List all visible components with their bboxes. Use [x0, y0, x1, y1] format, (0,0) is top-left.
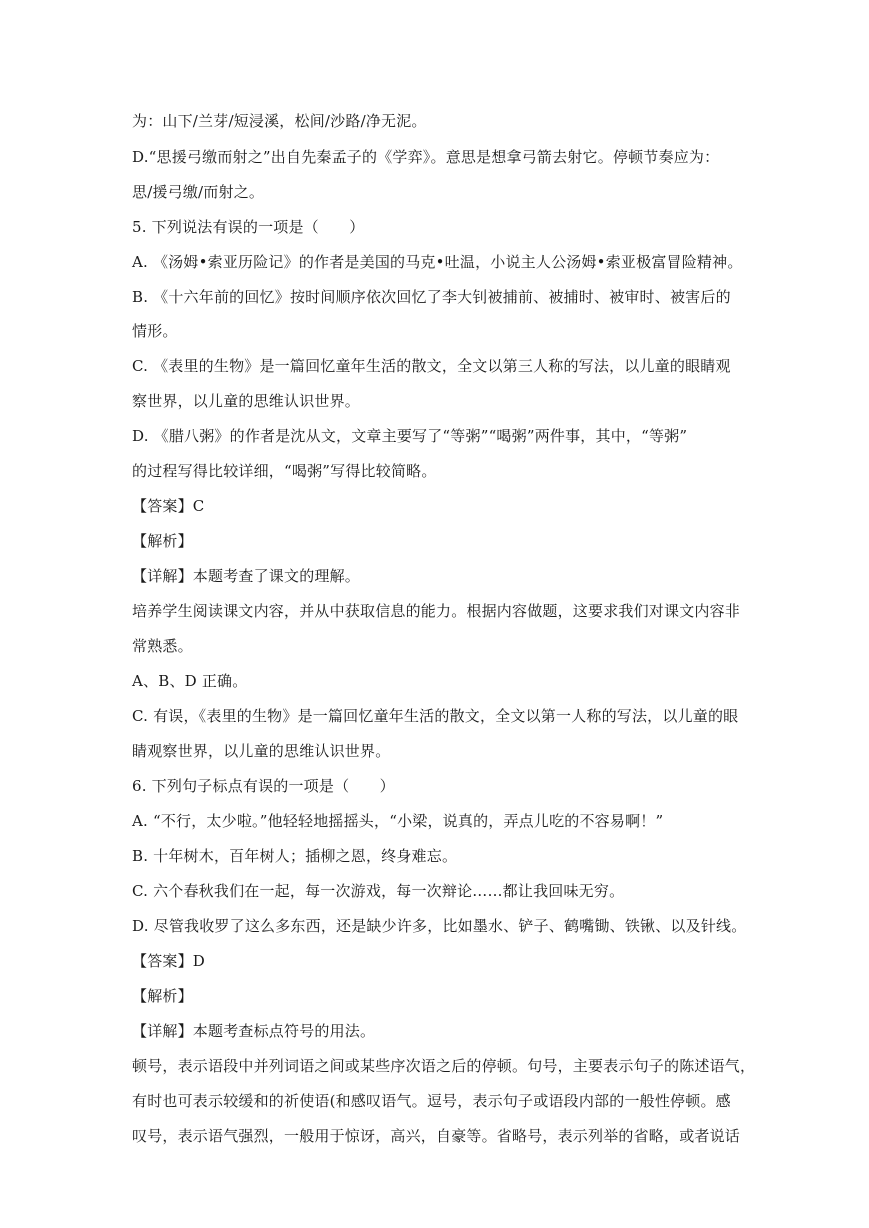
text-line: D.“思援弓缴而射之”出自先秦孟子的《学弈》。意思是想拿弓箭去射它。停顿节奏应为： [132, 148, 720, 166]
question-6-option-b: B. 十年树木，百年树人；插柳之恩，终身难忘。 [132, 847, 458, 865]
answer-label: 【答案】C [132, 497, 205, 515]
question-5-option-c: C. 《表里的生物》是一篇回忆童年生活的散文，全文以第三人称的写法，以儿童的眼睛观 [132, 357, 731, 375]
question-5-option-b: B. 《十六年前的回忆》按时间顺序依次回忆了李大钊被捕前、被捕时、被审时、被害后的 [132, 288, 731, 306]
explanation-label: 【详解】本题考查了课文的理解。 [132, 567, 361, 585]
text-line: 培养学生阅读课文内容，并从中获取信息的能力。根据内容做题，这要求我们对课文内容非 [132, 602, 741, 620]
text-line: C. 有误，《表里的生物》是一篇回忆童年生活的散文，全文以第一人称的写法，以儿童的眼 [132, 707, 739, 725]
answer-label: 【答案】D [132, 952, 206, 970]
question-5-option-a: A. 《汤姆•索亚历险记》的作者是美国的马克•吐温，小说主人公汤姆•索亚极富冒险精神。 [132, 253, 743, 271]
text-line: 睛观察世界，以儿童的思维认识世界。 [132, 742, 391, 760]
question-6-option-c: C. 六个春秋我们在一起，每一次游戏，每一次辩论……都让我回味无穷。 [132, 882, 625, 900]
text-line: 为：山下/兰芽/短浸溪，松间/沙路/净无泥。 [132, 112, 427, 130]
analysis-label: 【解析】 [132, 987, 193, 1005]
text-line: 叹号，表示语气强烈，一般用于惊讶，高兴，自豪等。省略号，表示列举的省略，或者说话 [132, 1127, 741, 1145]
explanation-label: 【详解】本题考查标点符号的用法。 [132, 1022, 376, 1040]
text-line: 有时也可表示较缓和的祈使语(和感叹语气。逗号，表示句子或语段内部的一般性停顿。感 [132, 1092, 731, 1110]
text-line: 思/援弓缴/而射之。 [132, 183, 265, 201]
text-line: 情形。 [132, 322, 178, 340]
question-5-stem: 5. 下列说法有误的一项是（ ） [132, 218, 365, 236]
text-line: 常熟悉。 [132, 637, 193, 655]
question-6-stem: 6. 下列句子标点有误的一项是（ ） [132, 777, 395, 795]
text-line: 顿号，表示语段中并列词语之间或某些序次语之后的停顿。句号，主要表示句子的陈述语气， [132, 1057, 756, 1075]
question-6-option-a: A. “不行，太少啦。”他轻轻地摇摇头，“小梁，说真的，弄点儿吃的不容易啊！” [132, 812, 664, 830]
question-6-option-d: D. 尽管我收罗了这么多东西，还是缺少许多，比如墨水、铲子、鹤嘴锄、铁锹、以及针线。 [132, 917, 747, 935]
analysis-label: 【解析】 [132, 532, 193, 550]
text-line: 的过程写得比较详细，“喝粥”写得比较简略。 [132, 462, 437, 480]
text-line: 察世界，以儿童的思维认识世界。 [132, 392, 361, 410]
text-line: A、B、D 正确。 [132, 672, 248, 690]
question-5-option-d: D. 《腊八粥》的作者是沈从文，文章主要写了“等粥”“喝粥”两件事，其中，“等粥” [132, 427, 688, 445]
